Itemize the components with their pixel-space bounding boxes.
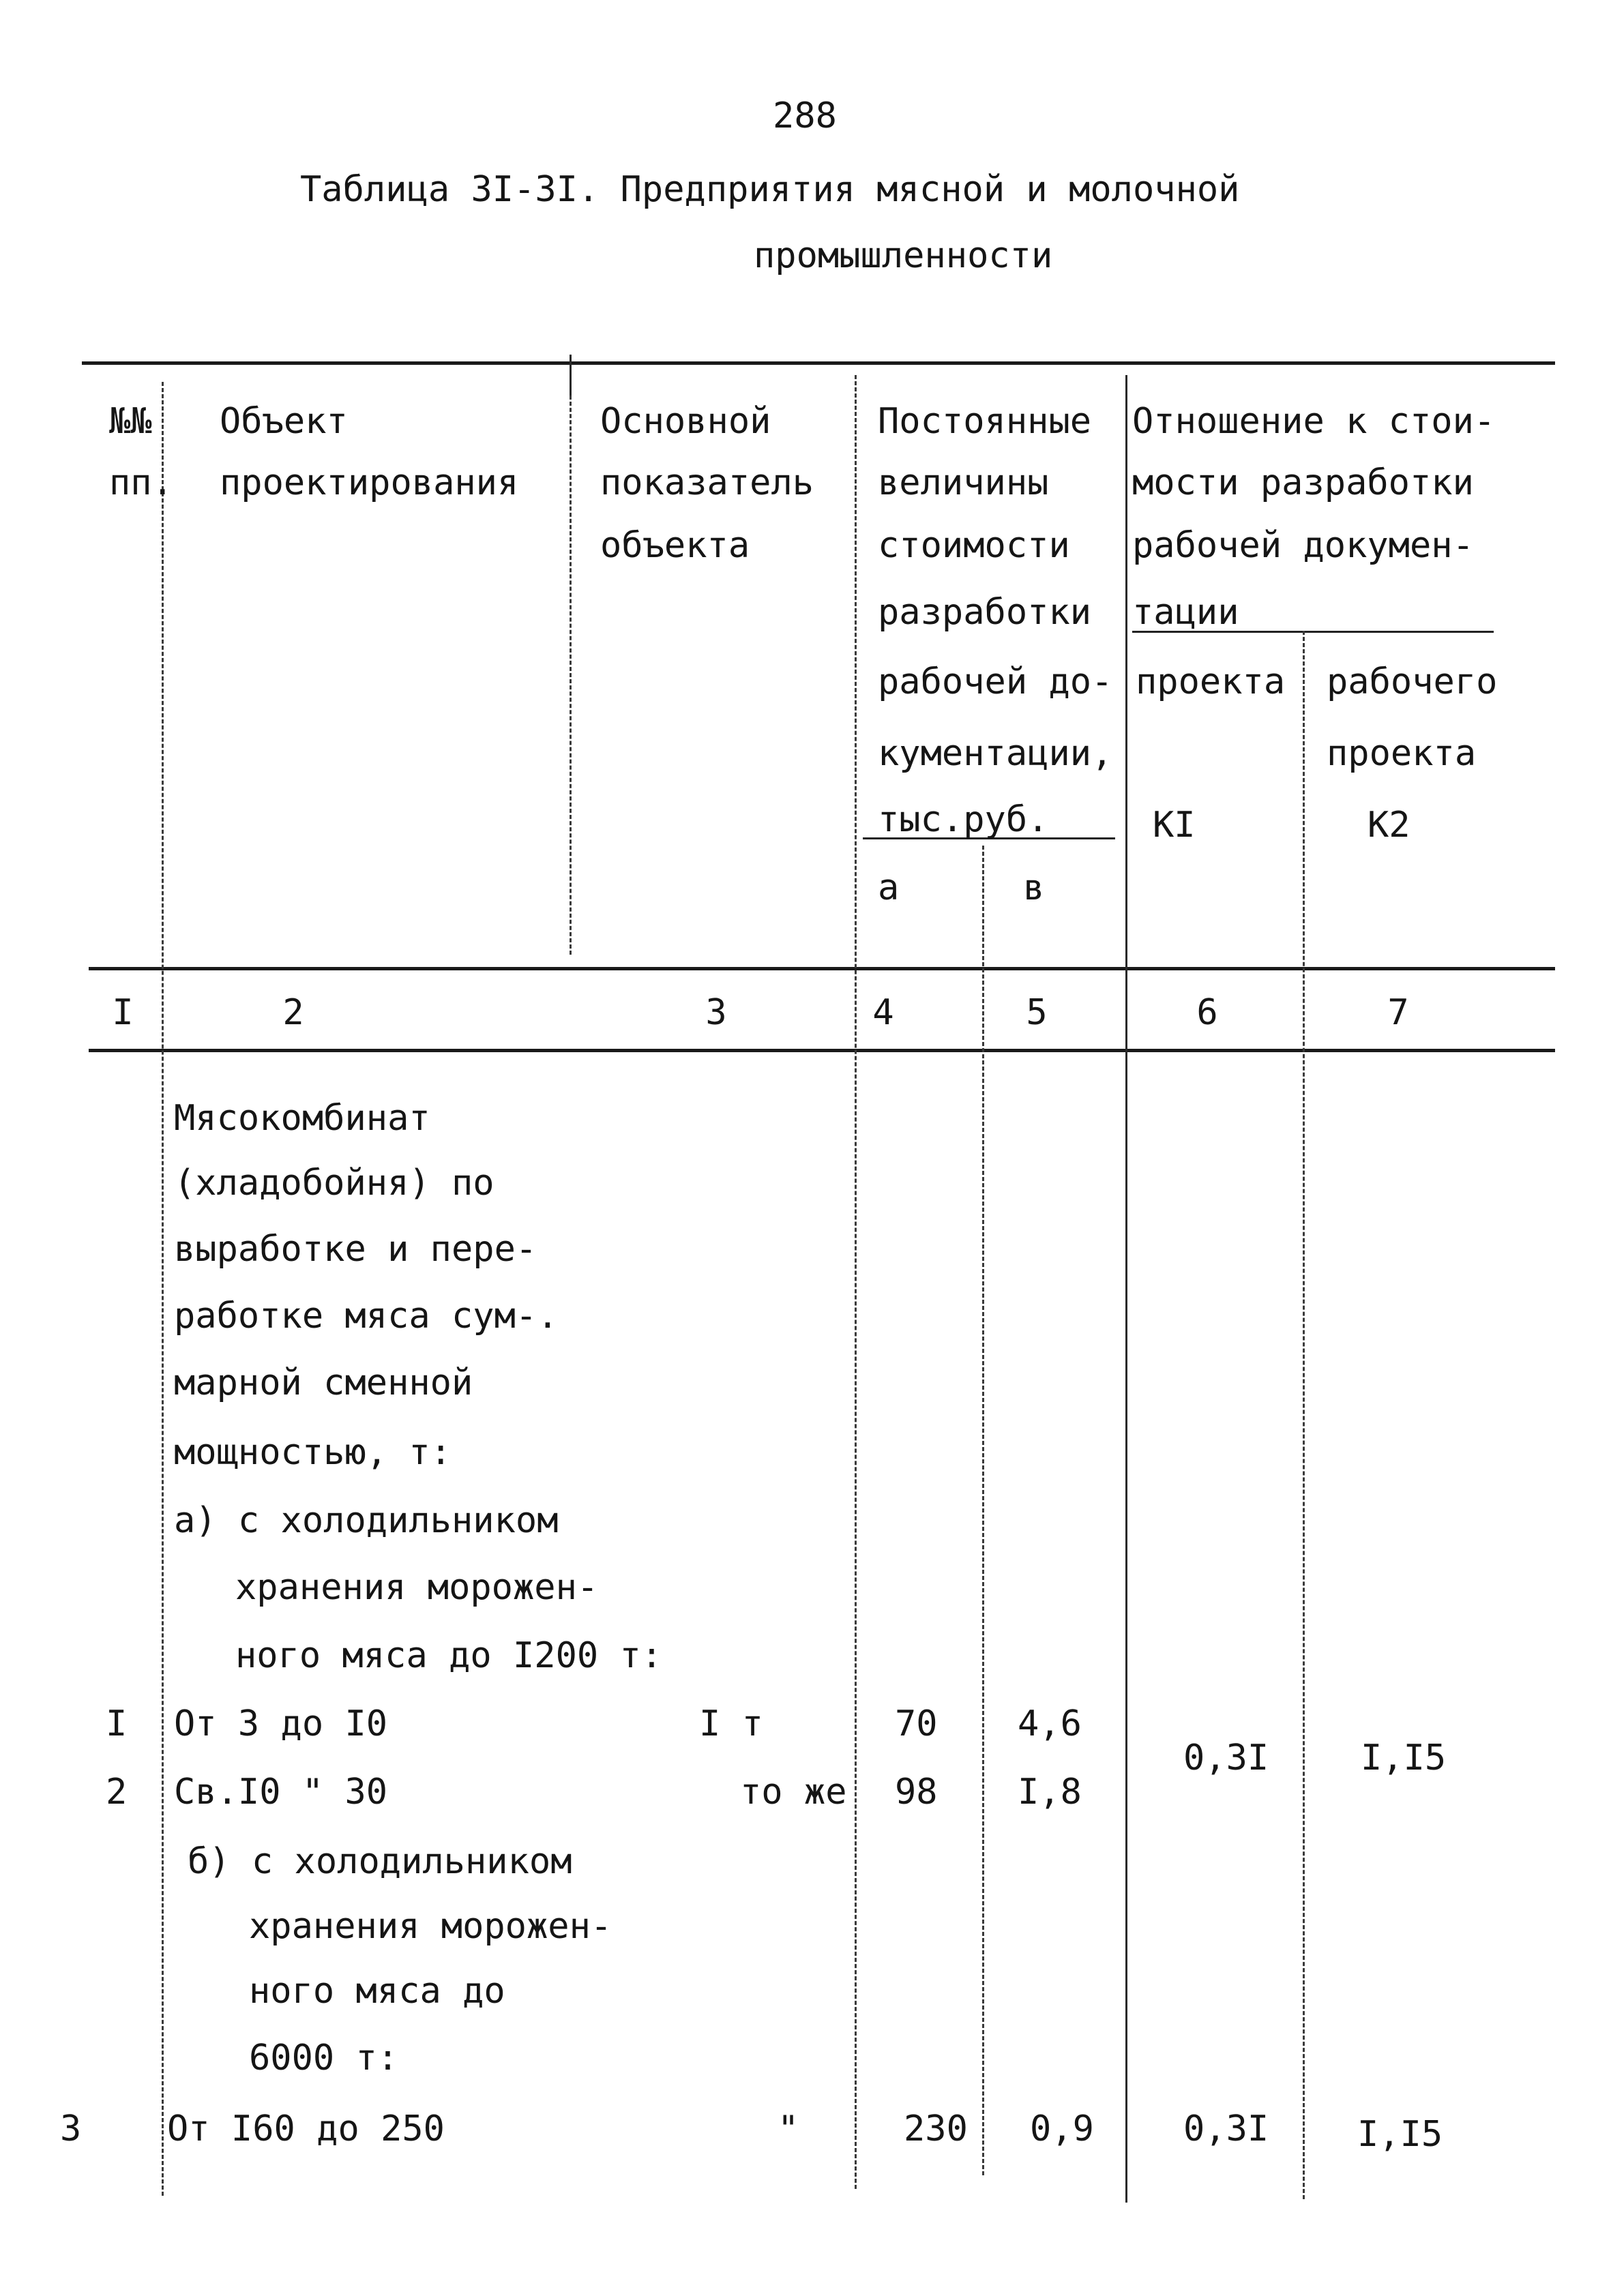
header-col2-line1: Объект (220, 401, 348, 442)
row3-k2: I,I5 (1357, 2114, 1443, 2155)
subsection-b-line2: хранения морожен- (249, 1906, 612, 1947)
header-col67-line4: тации (1132, 592, 1239, 633)
header-col7-line2: проекта (1327, 733, 1477, 774)
section-title-line4: работке мяса сум-. (174, 1296, 559, 1337)
header-col7-symbol: K2 (1368, 805, 1410, 846)
row1-name: От 3 до I0 (174, 1703, 388, 1744)
col2-divider (570, 396, 572, 955)
header-col67-line1: Отношение к стои- (1132, 401, 1496, 442)
row3-k1: 0,3I (1183, 2108, 1269, 2149)
section-title-line5: марной сменной (174, 1362, 473, 1403)
subsection-b-line1: б) с холодильником (188, 1841, 572, 1882)
header-col3-line2: показатель (600, 462, 814, 503)
row2-col-b: I,8 (1018, 1772, 1082, 1813)
row3-col-b: 0,9 (1030, 2108, 1094, 2149)
row2-indicator: то же (740, 1772, 847, 1813)
subsection-b-line3: ного мяса до (249, 1971, 505, 2012)
header-col45-line4: разработки (878, 592, 1092, 633)
section-title-line2: (хладобойня) по (174, 1163, 494, 1204)
row2-name: Св.I0 " 30 (174, 1772, 388, 1813)
header-bottom-rule (89, 967, 1555, 970)
row1-indicator: I т (699, 1703, 763, 1744)
page-number: 288 (773, 95, 837, 136)
row3-col-a: 230 (904, 2108, 968, 2149)
header-col1-line1: №№ (109, 401, 152, 442)
group-a-k2: I,I5 (1361, 1738, 1447, 1778)
col-number-2: 2 (282, 992, 304, 1033)
subsection-a-line3: ного мяса до I200 т: (235, 1635, 663, 1676)
col-number-3: 3 (705, 992, 727, 1033)
table-top-rule (82, 361, 1555, 365)
header-col67-line2: мости разработки (1132, 462, 1474, 503)
header-col67-line3: рабочей докумен- (1132, 525, 1474, 566)
header-col45-line5: рабочей до- (878, 661, 1113, 702)
header-col3-line3: объекта (600, 525, 750, 566)
row1-col-a: 70 (895, 1703, 938, 1744)
col-number-4: 4 (872, 992, 894, 1033)
row2-col-a: 98 (895, 1772, 938, 1813)
header-col1-line2: пп. (109, 462, 173, 503)
row1-col-b: 4,6 (1018, 1703, 1082, 1744)
subsection-a-line1: а) с холодильником (174, 1500, 559, 1541)
subsection-a-line2: хранения морожен- (235, 1567, 599, 1608)
col-number-7: 7 (1387, 992, 1409, 1033)
header-col3-line1: Основной (600, 401, 771, 442)
col-number-6: 6 (1196, 992, 1218, 1033)
header-col2-line2: проектирования (220, 462, 519, 503)
group-a-k1: 0,3I (1183, 1738, 1269, 1778)
row2-number: 2 (106, 1772, 128, 1813)
header-col45-line2: величины (878, 462, 1049, 503)
col3-divider (855, 375, 857, 2189)
subsection-b-line4: 6000 т: (249, 2038, 399, 2078)
row3-indicator: " (778, 2108, 799, 2149)
row1-number: I (106, 1703, 128, 1744)
col-number-5: 5 (1026, 992, 1048, 1033)
header-col4-sub: а (878, 867, 900, 908)
header-col6-symbol: KI (1153, 805, 1196, 846)
row3-number: 3 (60, 2108, 82, 2149)
section-title-line6: мощностью, т: (174, 1432, 452, 1473)
header-col45-line1: Постоянные (878, 401, 1092, 442)
col5-divider (1125, 375, 1127, 2203)
row3-name: От I60 до 250 (167, 2108, 445, 2149)
section-title-line3: выработке и пере- (174, 1229, 537, 1270)
header-col6-line1: проекта (1136, 661, 1286, 702)
col-number-1: I (112, 992, 134, 1033)
header-col45-line7: тыс.руб. (878, 799, 1049, 840)
header-col45-line3: стоимости (878, 525, 1070, 566)
col1-divider (162, 382, 164, 2196)
col2-divider-top (570, 355, 572, 396)
section-title-line1: Мясокомбинат (174, 1098, 430, 1139)
header-col5-sub: в (1023, 867, 1045, 908)
numbers-row-bottom-rule (89, 1049, 1555, 1052)
table-title-continued: промышленности (754, 235, 1053, 276)
col4-divider (982, 846, 984, 2175)
header-col7-line1: рабочего (1327, 661, 1498, 702)
header-col45-line6: кументации, (878, 733, 1113, 774)
table-title: Таблица 3I-3I. Предприятия мясной и молочной (300, 169, 1240, 210)
col6-divider (1303, 631, 1305, 2199)
